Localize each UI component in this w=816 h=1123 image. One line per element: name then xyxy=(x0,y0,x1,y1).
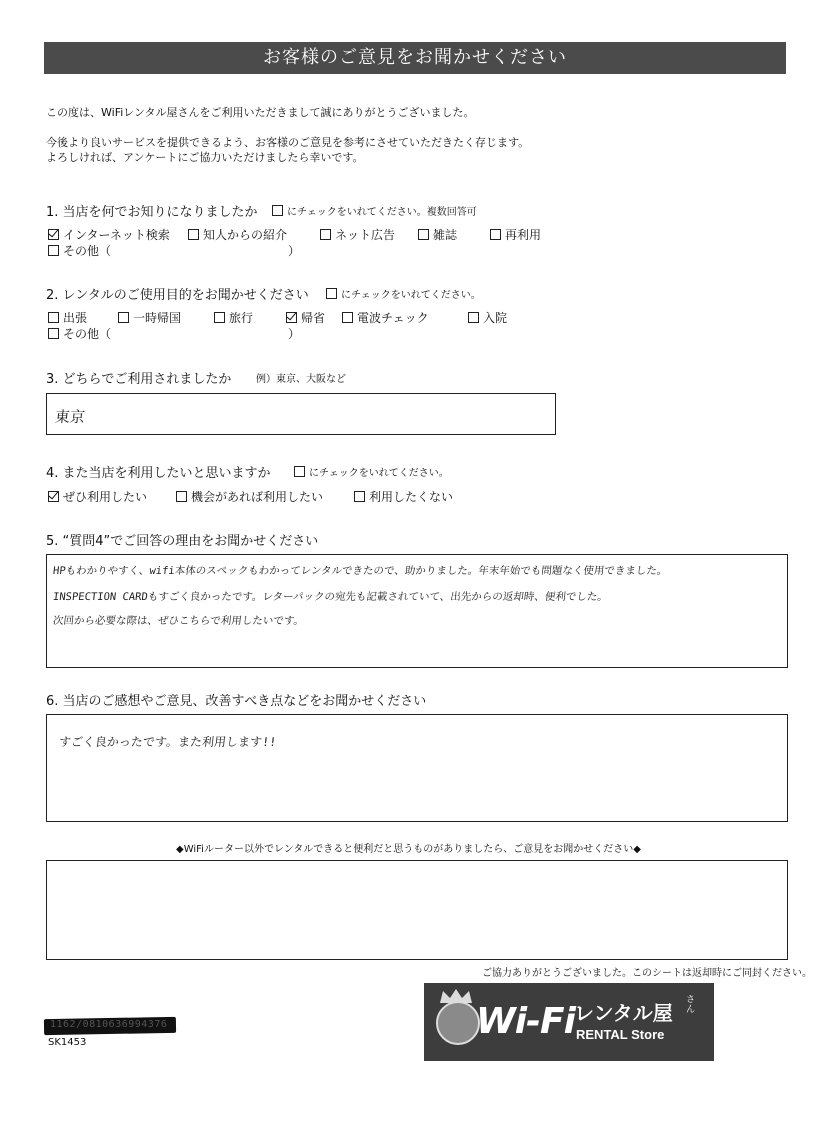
q4-option-definitely[interactable]: ぜひ利用したい xyxy=(48,488,147,505)
checkbox-icon[interactable] xyxy=(188,229,199,240)
q6-answer-box[interactable] xyxy=(46,714,788,822)
q1-title: 1. 当店を何でお知りになりましたか xyxy=(46,205,258,220)
logo-japanese-text: レンタル屋 xyxy=(574,1001,673,1025)
q7-answer-box[interactable] xyxy=(46,860,788,960)
q4-option-no[interactable]: 利用したくない xyxy=(354,488,453,505)
q5-answer-line-2: INSPECTION CARDもすごく良かったです。レターパックの宛先も記載されていて、出先からの返却時、便利でした。 xyxy=(52,591,609,603)
q1-option-other[interactable]: その他（ xyxy=(48,242,111,259)
q1-note: にチェックをいれてください。複数回答可 xyxy=(272,203,477,218)
q5-title: 5. “質問4”でご回答の理由をお聞かせください xyxy=(46,534,319,549)
q1-option-net-ad[interactable]: ネット広告 xyxy=(320,226,395,243)
brand-logo xyxy=(424,983,714,1061)
checkbox-icon[interactable] xyxy=(214,312,225,323)
q3-title: 3. どちらでご利用されましたか xyxy=(46,372,232,387)
q2-other-close: ） xyxy=(288,327,301,341)
q3-answer-box[interactable] xyxy=(46,393,556,435)
survey-title: お客様のご意見をお聞かせください xyxy=(44,42,786,74)
q4-title: 4. また当店を利用したいと思いますか xyxy=(46,466,271,481)
form-code: SK1453 xyxy=(48,1037,87,1048)
checkbox-icon[interactable] xyxy=(48,312,59,323)
q5-answer-box[interactable] xyxy=(46,554,788,668)
intro-line-3: よろしければ、アンケートにご協力いただけましたら幸いです。 xyxy=(46,151,364,164)
q2-title: 2. レンタルのご使用目的をお聞かせください xyxy=(46,288,309,303)
checkbox-icon[interactable] xyxy=(342,312,353,323)
q2-option-travel[interactable]: 旅行 xyxy=(214,309,253,326)
checkbox-icon[interactable] xyxy=(48,245,59,256)
mascot-icon xyxy=(436,1001,480,1045)
checkbox-checked-icon[interactable] xyxy=(48,229,59,240)
q2-option-homecoming[interactable]: 帰省 xyxy=(286,309,325,326)
checkbox-icon[interactable] xyxy=(418,229,429,240)
q5-answer-line-3: 次回から必要な際は、ぜひこちらで利用したいです。 xyxy=(52,615,305,627)
q4-note: にチェックをいれてください。 xyxy=(294,464,449,479)
checkbox-icon[interactable] xyxy=(48,328,59,339)
logo-san-text: さん xyxy=(686,995,696,1015)
q6-title: 6. 当店のご感想やご意見、改善すべき点などをお聞かせください xyxy=(46,694,427,709)
q3-example: 例）東京、大阪など xyxy=(256,374,346,385)
q2-option-business[interactable]: 出張 xyxy=(48,309,87,326)
footer-thanks: ご協力ありがとうございました。このシートは返却時にご同封ください。 xyxy=(482,968,812,979)
q4-option-if-chance[interactable]: 機会があれば利用したい xyxy=(176,488,323,505)
q2-option-other[interactable]: その他（ xyxy=(48,325,111,342)
checkbox-icon[interactable] xyxy=(490,229,501,240)
q2-option-temp-return[interactable]: 一時帰国 xyxy=(118,309,181,326)
q1-option-internet[interactable]: インターネット検索 xyxy=(48,226,170,243)
q6-answer-text: すごく良かったです。また利用します!! xyxy=(58,735,278,749)
checkbox-legend-icon xyxy=(326,288,337,299)
q7-title: ◆WiFiルーター以外でレンタルできると便利だと思うものがありましたら、ご意見をお聞かせください◆ xyxy=(176,844,641,855)
checkbox-icon[interactable] xyxy=(176,491,187,502)
checkbox-legend-icon xyxy=(294,466,305,477)
logo-english-text: RENTAL Store xyxy=(576,1027,665,1042)
logo-wifi-text: Wi-Fi xyxy=(476,1001,575,1042)
checkbox-checked-icon[interactable] xyxy=(48,491,59,502)
q2-option-signal-check[interactable]: 電波チェック xyxy=(342,309,429,326)
q1-option-magazine[interactable]: 雑誌 xyxy=(418,226,457,243)
q2-note: にチェックをいれてください。 xyxy=(326,286,481,301)
q5-answer-line-1: HPもわかりやすく、wifi本体のスペックもわかってレンタルできたので、助かりました。年末年始でも問題なく使用できました。 xyxy=(52,565,668,577)
q1-option-referral[interactable]: 知人からの紹介 xyxy=(188,226,287,243)
checkbox-legend-icon xyxy=(272,205,283,216)
checkbox-icon[interactable] xyxy=(118,312,129,323)
redacted-number: 1162/0810636994376 xyxy=(50,1019,168,1030)
q1-option-reuse[interactable]: 再利用 xyxy=(490,226,541,243)
q3-answer-text: 東京 xyxy=(54,408,86,426)
q2-option-hospital[interactable]: 入院 xyxy=(468,309,507,326)
checkbox-checked-icon[interactable] xyxy=(286,312,297,323)
intro-line-1: この度は、WiFiレンタル屋さんをご利用いただきまして誠にありがとうございました。 xyxy=(46,106,475,119)
checkbox-icon[interactable] xyxy=(320,229,331,240)
checkbox-icon[interactable] xyxy=(354,491,365,502)
q1-other-close: ） xyxy=(288,244,301,258)
checkbox-icon[interactable] xyxy=(468,312,479,323)
intro-line-2: 今後より良いサービスを提供できるよう、お客様のご意見を参考にさせていただきたく存じます。 xyxy=(46,136,530,149)
